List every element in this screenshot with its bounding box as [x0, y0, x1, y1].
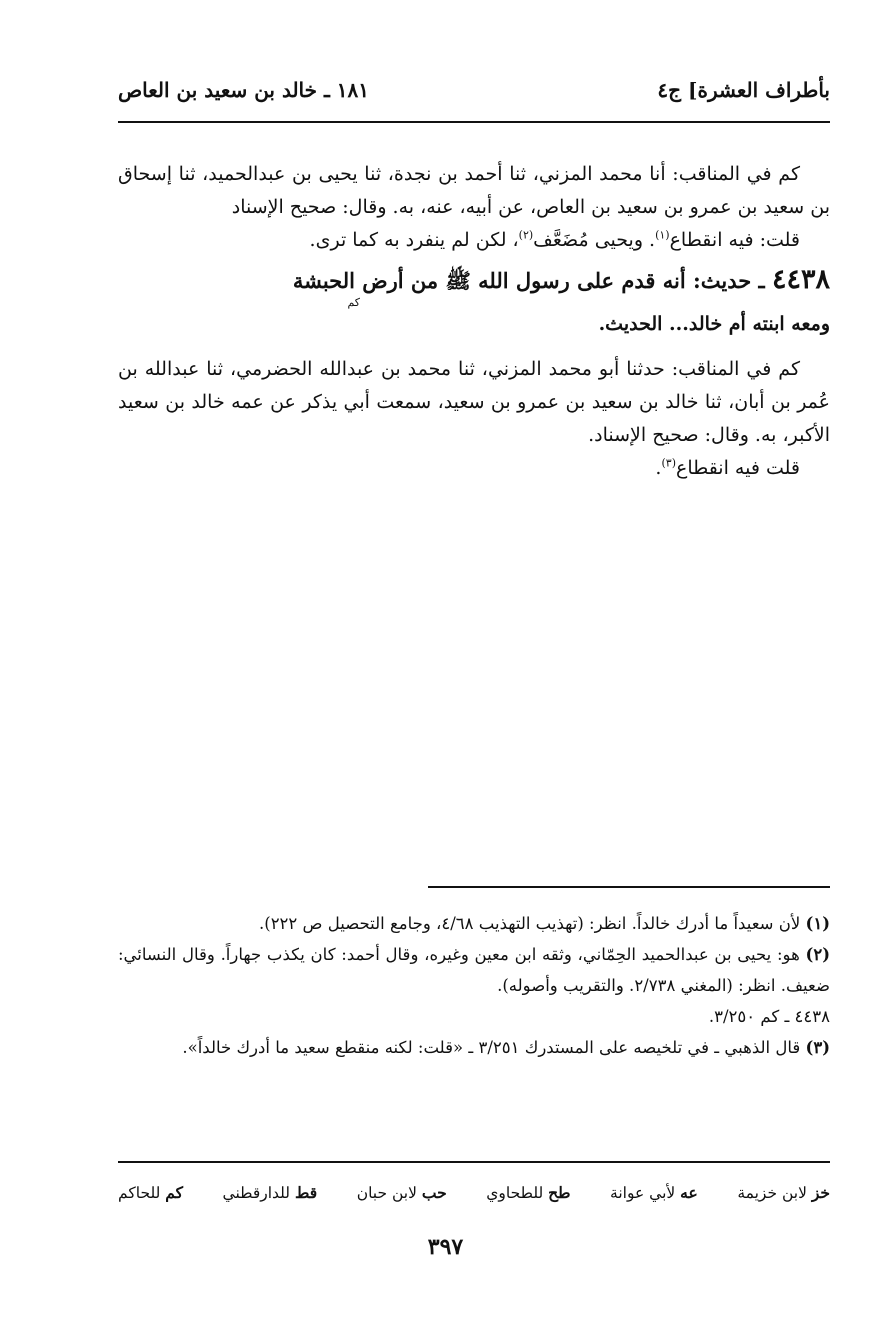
abbreviation-meaning: للطحاوي: [486, 1183, 544, 1202]
header-volume-title: بأطراف العشرة] ج٤: [657, 78, 830, 102]
abbreviation-code: كم: [165, 1182, 183, 1202]
abbreviation-item: [223, 1183, 318, 1202]
comment-2-part-a: قلت فيه انقطاع: [675, 457, 800, 479]
paragraph-source-2: كم في المناقب: حدثنا أبو محمد المزني، ثنا محمد بن عبدالله الحضرمي، ثنا عبدالله بن عُمر بن أبان، ثنا خالد بن سعيد بن عمرو بن سعيد، سمعت أبي يذكر عن عمه خالد بن سعيد الأكبر، به. وقال: صحيح الإسناد.: [118, 358, 830, 446]
abbreviation-code: خز: [811, 1182, 830, 1202]
comment-1-part-b: . ويحيى مُضَعَّف: [533, 229, 656, 251]
abbreviation-meaning: للدارقطني: [222, 1183, 291, 1202]
footnote-3-marker: (٣): [805, 1038, 830, 1057]
footnote-2-marker: (٢): [805, 945, 830, 964]
abbreviation-code: حب: [421, 1182, 447, 1202]
footnote-extra: ٤٤٣٨ ـ كم ٣/٢٥٠.: [708, 1007, 830, 1026]
abbreviation-code: طح: [548, 1182, 571, 1202]
footnote-ref-1: (١): [655, 228, 670, 242]
footnote-2-text: هو: يحيى بن عبدالحميد الحِمّاني، وثقه ابن معين وغيره، وقال أحمد: كان يكذب جهاراً. وقال النسائي: ضعيف. انظر: (المغني ٢/٧٣٨. والتقريب وأصوله).: [118, 945, 830, 995]
hadith-heading: [118, 263, 830, 298]
main-text: [118, 158, 830, 485]
footnote-1-marker: (١): [805, 914, 830, 933]
abbreviation-code: قط: [294, 1182, 318, 1202]
running-header: [118, 68, 830, 112]
abbreviation-meaning: للحاكم: [118, 1183, 161, 1202]
abbreviation-meaning: لابن حبان: [356, 1183, 417, 1202]
hadith-source-mark: كم: [347, 296, 360, 309]
abbreviation-item: [357, 1183, 447, 1202]
footnote-ref-3: (٣): [661, 456, 676, 470]
page-number: ٣٩٧: [427, 1234, 464, 1260]
comment-1-part-c: ، لكن لم ينفرد به كما ترى.: [309, 229, 519, 251]
footnote-2: [118, 939, 830, 1001]
header-chapter-title: ١٨١ ـ خالد بن سعيد بن العاص: [118, 78, 370, 102]
paragraph-comment-2: [118, 452, 830, 485]
paragraph-source-1: كم في المناقب: أنا محمد المزني، ثنا أحمد بن نجدة، ثنا يحيى بن عبدالحميد، ثنا إسحاق بن سعيد بن عمرو بن سعيد بن العاص، عن أبيه، عنه، به. وقال: صحيح الإسناد: [118, 163, 830, 218]
hadith-number: ٤٤٣٨: [771, 264, 830, 295]
footnote-3: [118, 1032, 830, 1063]
hadith-continuation: ومعه ابنته أم خالد... الحديث.: [598, 313, 830, 335]
footnote-1-text: لأن سعيداً ما أدرك خالداً. انظر: (تهذيب التهذيب ٤/٦٨، وجامع التحصيل ص ٢٢٢).: [259, 914, 806, 933]
footnote-ref-2: (٢): [518, 228, 534, 242]
footnote-divider: [428, 886, 830, 888]
abbreviations-key: [118, 1176, 830, 1208]
paragraph-comment-1: [118, 224, 830, 257]
abbreviation-item: [737, 1183, 830, 1202]
abbreviation-code: عه: [680, 1182, 698, 1202]
hadith-text: ـ حديث: أنه قدم على رسول الله ﷺ من أرض الحبشة: [292, 268, 772, 293]
abbreviation-item: [118, 1183, 183, 1202]
abbreviation-item: [486, 1183, 570, 1202]
abbreviation-item: [610, 1183, 698, 1202]
comment-2-part-b: .: [655, 457, 662, 479]
footnotes: [118, 908, 830, 1063]
footnote-1: [118, 908, 830, 939]
header-divider: [118, 121, 830, 123]
abbreviations-divider: [118, 1161, 830, 1163]
comment-1-part-a: قلت: فيه انقطاع: [669, 229, 800, 251]
abbreviation-meaning: لابن خزيمة: [737, 1183, 807, 1202]
abbreviation-meaning: لأبي عوانة: [610, 1183, 676, 1202]
footnote-3-text: قال الذهبي ـ في تلخيصه على المستدرك ٣/٢٥١ ـ «قلت: لكنه منقطع سعيد ما أدرك خالداً».: [182, 1038, 806, 1057]
